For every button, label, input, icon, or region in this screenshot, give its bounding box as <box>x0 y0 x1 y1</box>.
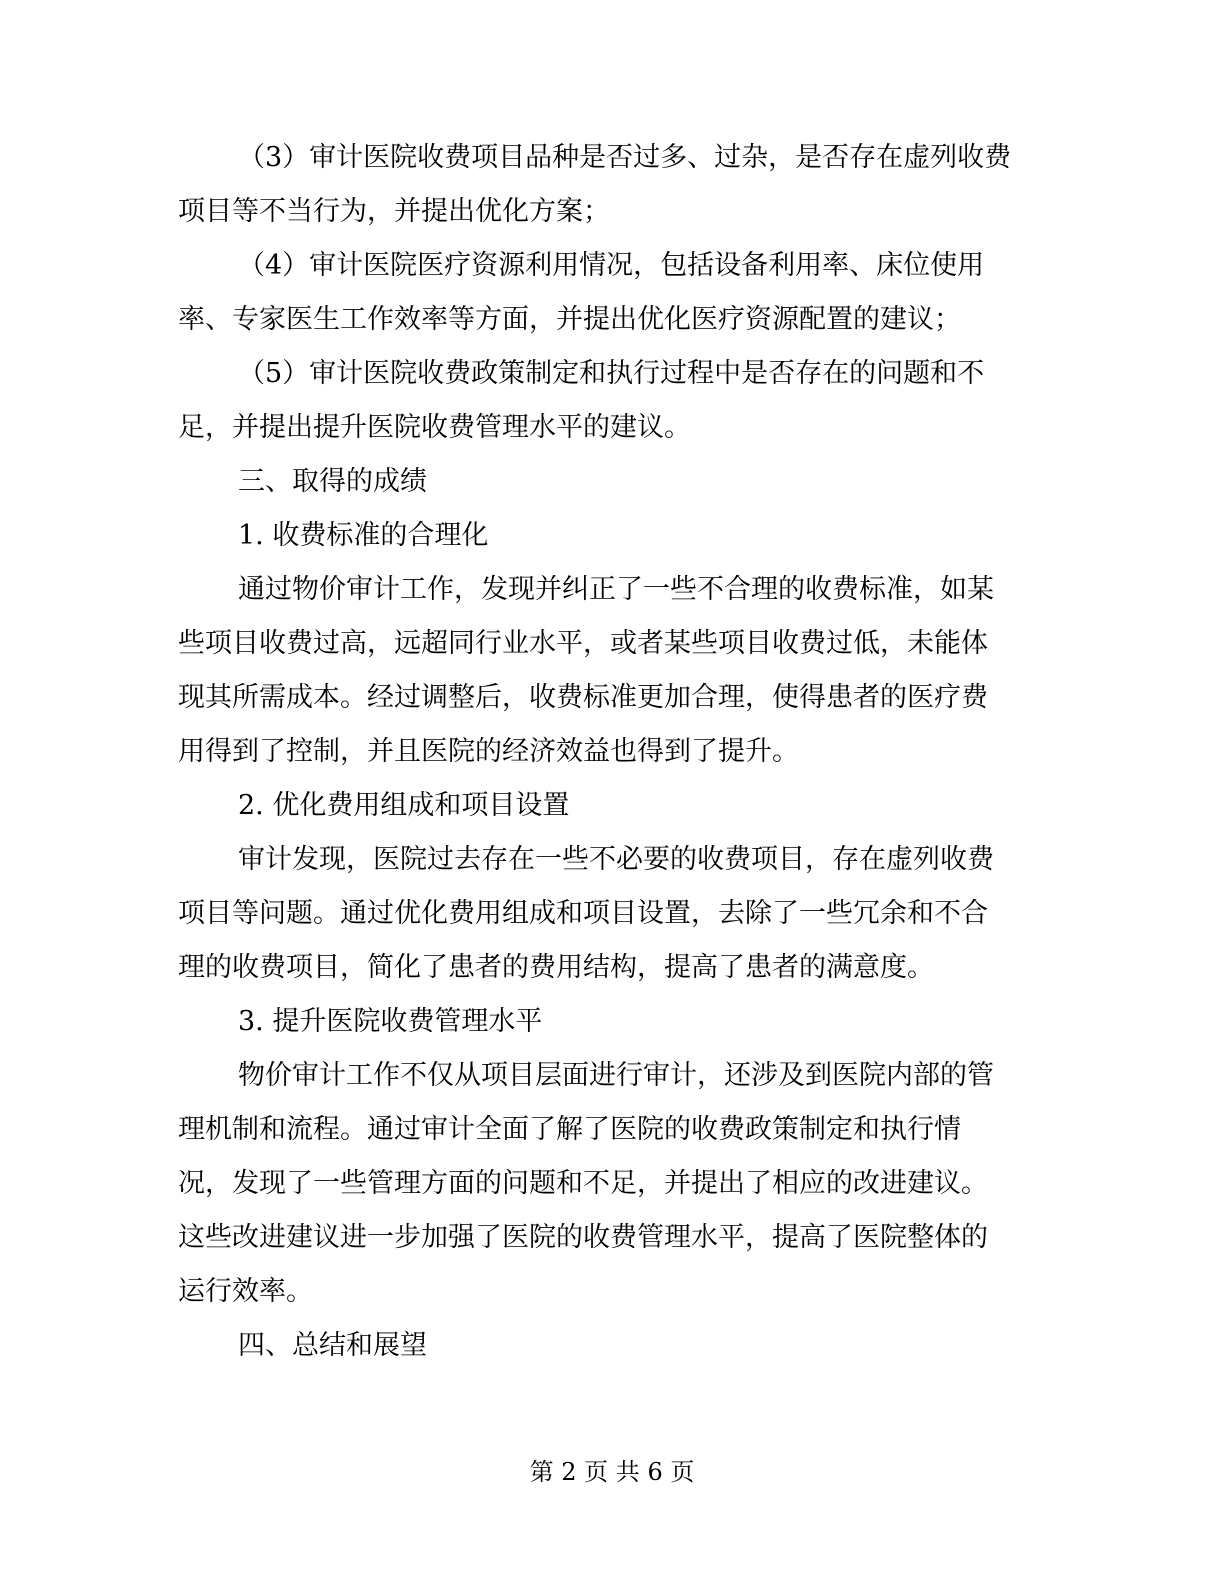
text-line: （3）审计医院收费项目品种是否过多、过杂，是否存在虚列收费 <box>238 142 1012 173</box>
subsection-heading: 2. 优化费用组成和项目设置 <box>238 790 570 821</box>
text-line: 项目等问题。通过优化费用组成和项目设置，去除了一些冗余和不合 <box>178 898 988 929</box>
text-line: 项目等不当行为，并提出优化方案； <box>178 196 610 227</box>
section-heading: 四、总结和展望 <box>238 1330 427 1361</box>
text-line: 物价审计工作不仅从项目层面进行审计，还涉及到医院内部的管 <box>238 1060 994 1091</box>
text-line: 审计发现，医院过去存在一些不必要的收费项目，存在虚列收费 <box>238 844 994 875</box>
text-line: 些项目收费过高，远超同行业水平，或者某些项目收费过低，未能体 <box>178 628 988 659</box>
section-heading: 三、取得的成绩 <box>238 466 427 497</box>
text-line: 运行效率。 <box>178 1276 313 1307</box>
text-line: 率、专家医生工作效率等方面，并提出优化医疗资源配置的建议； <box>178 304 961 335</box>
text-line: （4）审计医院医疗资源利用情况，包括设备利用率、床位使用 <box>238 250 985 281</box>
text-line: 理机制和流程。通过审计全面了解了医院的收费政策制定和执行情 <box>178 1114 961 1145</box>
page-number-footer: 第 2 页 共 6 页 <box>529 1458 695 1486</box>
text-line: 足，并提出提升医院收费管理水平的建议。 <box>178 412 691 443</box>
text-line: 况，发现了一些管理方面的问题和不足，并提出了相应的改进建议。 <box>178 1168 988 1199</box>
text-line: 理的收费项目，简化了患者的费用结构，提高了患者的满意度。 <box>178 952 934 983</box>
text-line: 用得到了控制，并且医院的经济效益也得到了提升。 <box>178 736 799 767</box>
text-line: 通过物价审计工作，发现并纠正了一些不合理的收费标准，如某 <box>238 574 994 605</box>
text-line: （5）审计医院收费政策制定和执行过程中是否存在的问题和不 <box>238 358 985 389</box>
subsection-heading: 1. 收费标准的合理化 <box>238 520 489 551</box>
subsection-heading: 3. 提升医院收费管理水平 <box>238 1006 543 1037</box>
text-line: 这些改进建议进一步加强了医院的收费管理水平，提高了医院整体的 <box>178 1222 988 1253</box>
text-line: 现其所需成本。经过调整后，收费标准更加合理，使得患者的医疗费 <box>178 682 988 713</box>
